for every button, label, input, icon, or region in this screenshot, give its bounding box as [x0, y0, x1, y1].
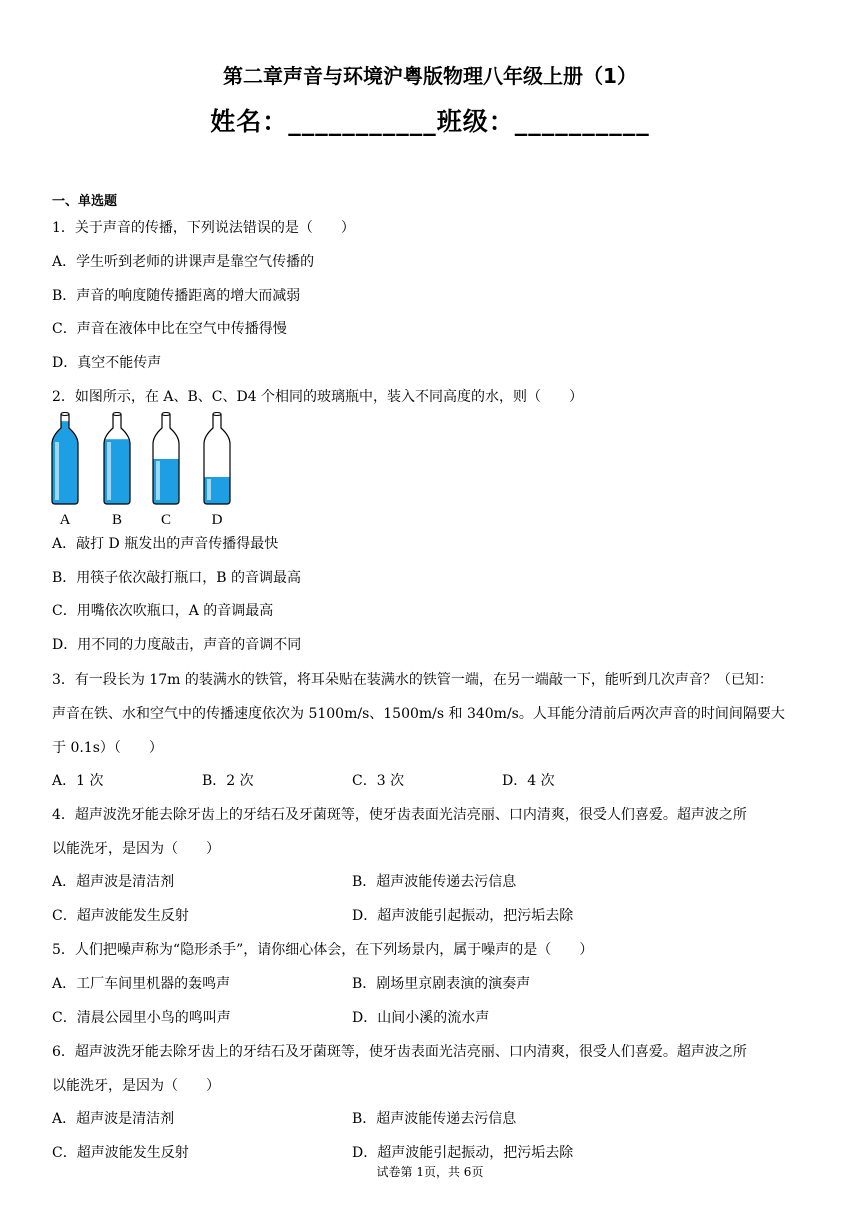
bottle-label-d: D — [211, 512, 223, 528]
q5-option-b: B．剧场里京剧表演的演奏声 — [352, 976, 531, 992]
q2-option-b: B．用筷子依次敲打瓶口，B 的音调最高 — [52, 570, 302, 586]
q1-option-b: B．声音的响度随传播距离的增大而减弱 — [52, 288, 301, 304]
q5-option-c: C．清晨公园里小鸟的鸣叫声 — [52, 1010, 231, 1026]
q1-stem: 1．关于声音的传播，下列说法错误的是（ ） — [52, 220, 355, 236]
bottle-label-a: A — [59, 512, 71, 528]
bottle-b — [102, 413, 132, 529]
exam-title: 第二章声音与环境沪粤版物理八年级上册（1） — [223, 64, 637, 88]
q1-option-d: D．真空不能传声 — [52, 355, 162, 371]
q6-stem-line-1: 6．超声波洗牙能去除牙齿上的牙结石及牙菌斑等，使牙齿表面光洁亮丽、口内清爽，很受人们喜爱。超声波之所 — [52, 1044, 747, 1060]
bottles-figure — [46, 410, 246, 530]
q1-option-c: C．声音在液体中比在空气中传播得慢 — [52, 321, 287, 337]
q3-stem-line-3: 于 0.1s）（ ） — [52, 740, 163, 756]
q4-stem-line-1: 4．超声波洗牙能去除牙齿上的牙结石及牙菌斑等，使牙齿表面光洁亮丽、口内清爽，很受人们喜爱。超声波之所 — [52, 807, 747, 823]
water-b — [102, 439, 132, 506]
bottle-label-c: C — [160, 512, 172, 528]
q5-option-a: A．工厂车间里机器的轰鸣声 — [52, 976, 231, 992]
q6-option-c: C．超声波能发生反射 — [52, 1145, 189, 1161]
q2-stem: 2．如图所示，在 A、B、C、D4 个相同的玻璃瓶中，装入不同高度的水，则（ ） — [52, 389, 584, 405]
q4-option-b: B．超声波能传递去污信息 — [352, 874, 517, 890]
section-heading: 一、单选题 — [52, 194, 118, 209]
q2-option-d: D．用不同的力度敲击，声音的音调不同 — [52, 637, 302, 653]
q5-stem: 5．人们把噪声称为“隐形杀手”，请你细心体会，在下列场景内，属于噪声的是（ ） — [52, 942, 594, 958]
water-c — [151, 459, 181, 506]
q4-option-d: D．超声波能引起振动，把污垢去除 — [352, 908, 574, 924]
q6-stem-line-2: 以能洗牙，是因为（ ） — [52, 1078, 220, 1094]
q4-option-a: A．超声波是清洁剂 — [52, 874, 175, 890]
water-d — [202, 477, 232, 506]
bottle-a — [50, 413, 80, 529]
q3-stem-line-1: 3．有一段长为 17m 的装满水的铁管，将耳朵贴在装满水的铁管一端，在另一端敲一下，能听到几次声音？（已知： — [52, 672, 773, 688]
page-footer: 试卷第 1页，共 6页 — [376, 1165, 484, 1179]
q3-option-d: D．4 次 — [502, 773, 555, 789]
q5-option-d: D．山间小溪的流水声 — [352, 1010, 490, 1026]
q4-stem-line-2: 以能洗牙，是因为（ ） — [52, 841, 220, 857]
q6-option-a: A．超声波是清洁剂 — [52, 1111, 175, 1127]
q2-option-c: C．用嘴依次吹瓶口，A 的音调最高 — [52, 603, 274, 619]
q1-option-a: A．学生听到老师的讲课声是靠空气传播的 — [52, 254, 315, 270]
q3-option-a: A．1 次 — [52, 773, 104, 789]
name-class-line: 姓名：___________班级：__________ — [210, 107, 650, 136]
bottle-c — [151, 413, 181, 529]
q4-option-c: C．超声波能发生反射 — [52, 908, 189, 924]
q6-option-d: D．超声波能引起振动，把污垢去除 — [352, 1145, 574, 1161]
q6-option-b: B．超声波能传递去污信息 — [352, 1111, 517, 1127]
q2-option-a: A．敲打 D 瓶发出的声音传播得最快 — [52, 536, 279, 552]
bottle-d — [202, 413, 232, 529]
q3-stem-line-2: 声音在铁、水和空气中的传播速度依次为 5100m/s、1500m/s 和 340m/s。人耳能分清前后两次声音的时间间隔要大 — [52, 706, 785, 722]
bottle-label-b: B — [111, 512, 123, 528]
q3-option-b: B．2 次 — [202, 773, 254, 789]
q3-option-c: C．3 次 — [352, 773, 405, 789]
water-a — [50, 421, 80, 506]
